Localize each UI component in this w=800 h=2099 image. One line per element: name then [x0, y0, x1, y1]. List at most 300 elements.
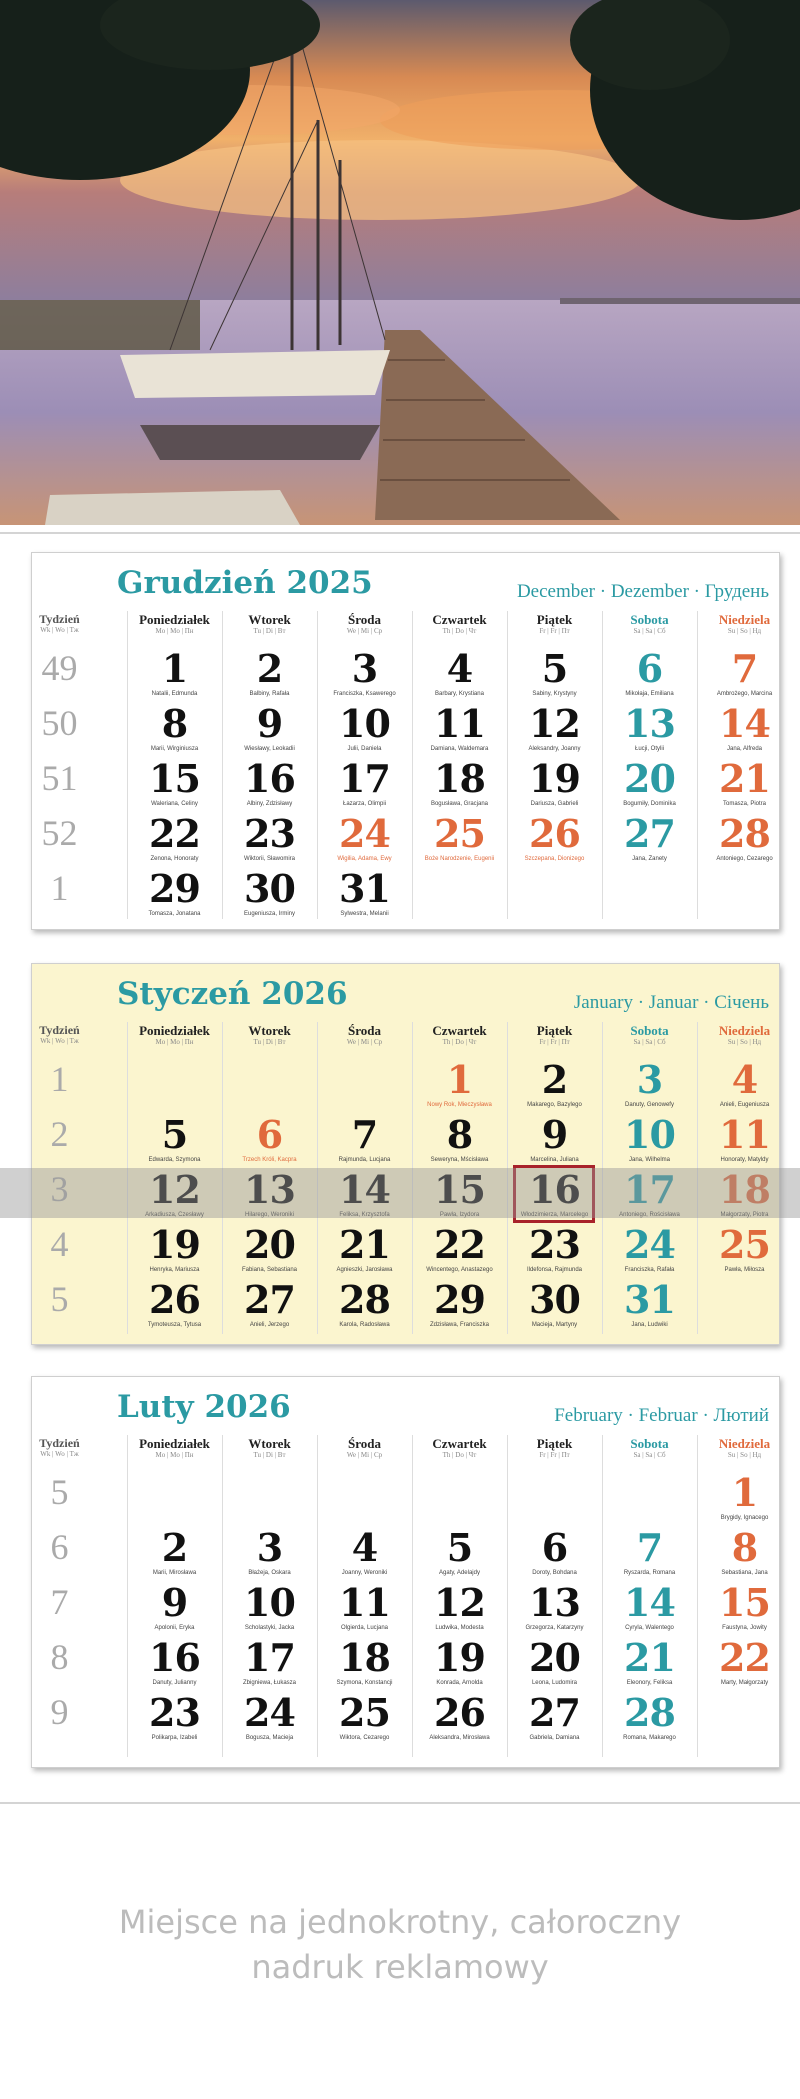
day-number: 15 [719, 1580, 770, 1625]
weekday-header [317, 613, 412, 636]
day-cell[interactable] [412, 758, 507, 808]
name-days: Pawła, Izydora [439, 1212, 480, 1218]
day-number: 20 [624, 756, 675, 801]
name-days: Feliksa, Krzysztofa [339, 1212, 390, 1218]
week-number: 6 [50, 1527, 69, 1567]
weekday-label: Wtorek [248, 1023, 291, 1038]
name-days: Hilarego, Weroniki [245, 1212, 294, 1218]
week-label: Tydzień [39, 1023, 80, 1037]
name-days: Antoniego, Rościsława [619, 1212, 680, 1218]
day-number: 10 [339, 701, 390, 746]
name-days: Ildefonsa, Rajmunda [526, 1267, 583, 1273]
day-cell[interactable] [317, 868, 412, 918]
day-cell[interactable] [697, 1114, 792, 1164]
name-days: Natalii, Edmunda [151, 691, 198, 697]
day-number: 8 [446, 1112, 473, 1157]
name-days: Zdzisława, Franciszka [429, 1322, 489, 1328]
day-cell[interactable] [507, 1527, 602, 1577]
weekday-label: Środa [348, 1023, 381, 1038]
day-cell[interactable] [602, 1114, 697, 1164]
weekday-sub-label: Th | Do | Чт [442, 1038, 477, 1046]
day-cell[interactable] [127, 1279, 222, 1329]
day-number: 3 [256, 1525, 283, 1570]
weekday-header [127, 1024, 222, 1047]
weekday-sub-label: We | Mi | Ср [346, 1451, 383, 1459]
day-cell[interactable] [127, 868, 222, 918]
name-days: Jana, Alfreda [726, 746, 763, 752]
day-number: 22 [434, 1222, 485, 1267]
name-days: Wigilia, Adama, Ewy [337, 856, 392, 862]
name-days: Marcelina, Juliana [530, 1157, 579, 1163]
day-cell[interactable] [507, 1059, 602, 1109]
day-cell[interactable] [412, 1527, 507, 1577]
day-number: 25 [719, 1222, 770, 1267]
day-number: 13 [244, 1167, 295, 1212]
name-days: Agnieszki, Jarosława [336, 1267, 393, 1273]
day-cell[interactable] [412, 1637, 507, 1687]
day-number: 12 [149, 1167, 200, 1212]
day-cell[interactable] [602, 1582, 697, 1632]
day-number: 1 [731, 1470, 758, 1515]
day-cell[interactable] [317, 1582, 412, 1632]
weekday-header [222, 1437, 317, 1460]
month-title: Luty 2026 [117, 1389, 291, 1425]
name-days: Bogusława, Gracjana [430, 801, 489, 807]
day-cell[interactable] [222, 813, 317, 863]
day-number: 4 [731, 1057, 758, 1102]
weekday-sub-label: Su | So | Нд [727, 1038, 762, 1046]
name-days: Polikarpa, Izabeli [151, 1735, 198, 1741]
name-days: Ludwika, Modesta [435, 1625, 484, 1631]
weekday-header [412, 613, 507, 636]
day-number: 7 [351, 1112, 378, 1157]
day-cell[interactable] [697, 703, 792, 753]
day-number: 16 [244, 756, 295, 801]
day-number: 17 [624, 1167, 675, 1212]
day-cell[interactable] [412, 1224, 507, 1274]
week-number: 2 [50, 1114, 69, 1154]
weekday-label: Sobota [630, 1023, 669, 1038]
day-number: 23 [244, 811, 295, 856]
day-number: 17 [339, 756, 390, 801]
weekday-header [412, 1437, 507, 1460]
day-cell[interactable] [697, 758, 792, 808]
name-days: Sylwestra, Melanii [340, 911, 389, 917]
name-days: Eugeniusza, Irminy [243, 911, 296, 917]
day-number: 24 [244, 1690, 295, 1735]
week-number: 8 [50, 1637, 69, 1677]
day-cell[interactable] [697, 1582, 792, 1632]
name-days: Pawła, Miłosza [724, 1267, 765, 1273]
day-number: 14 [719, 701, 770, 746]
day-cell[interactable] [127, 1582, 222, 1632]
day-number: 2 [256, 646, 283, 691]
name-days: Danuty, Genowefy [625, 1102, 674, 1108]
day-cell[interactable] [222, 1279, 317, 1329]
day-cell[interactable] [602, 703, 697, 753]
name-days: Macieja, Martyny [531, 1322, 578, 1328]
day-number: 26 [434, 1690, 485, 1735]
day-cell[interactable] [222, 1114, 317, 1164]
name-days: Wiktora, Cezarego [339, 1735, 390, 1741]
day-number: 3 [636, 1057, 663, 1102]
weekday-sub-label: Fr | Fr | Пт [539, 1038, 570, 1046]
name-days: Wiktorii, Sławomira [243, 856, 295, 862]
day-number: 26 [529, 811, 580, 856]
day-cell[interactable] [127, 703, 222, 753]
name-days: Brygidy, Ignacego [720, 1515, 769, 1521]
weekday-label: Niedziela [718, 1436, 771, 1451]
day-cell[interactable] [317, 1114, 412, 1164]
name-days: Rajmunda, Lucjana [338, 1157, 391, 1163]
day-cell[interactable] [412, 648, 507, 698]
day-cell[interactable] [127, 1224, 222, 1274]
ad-line-1: Miejsce na jednokrotny, całoroczny [118, 1903, 682, 1941]
day-cell[interactable] [317, 703, 412, 753]
day-cell[interactable] [222, 758, 317, 808]
weekday-sub-label: Su | So | Нд [727, 1451, 762, 1459]
weekday-sub-label: Sa | Sa | Сб [633, 627, 666, 635]
day-number: 13 [624, 701, 675, 746]
week-column-header [32, 1024, 87, 1046]
week-number: 3 [50, 1169, 69, 1209]
name-days: Boże Narodzenie, Eugenii [424, 856, 495, 862]
day-cell[interactable] [602, 1279, 697, 1329]
month-card [31, 1376, 780, 1768]
day-cell[interactable] [127, 648, 222, 698]
day-cell[interactable] [222, 1527, 317, 1577]
name-days: Wiesławy, Leokadii [244, 746, 295, 752]
name-days: Zbigniewa, Łukasza [242, 1680, 297, 1686]
day-cell[interactable] [602, 758, 697, 808]
day-number: 9 [161, 1580, 188, 1625]
day-number: 2 [161, 1525, 188, 1570]
week-number: 4 [50, 1224, 69, 1264]
name-days: Franciszka, Rafała [624, 1267, 675, 1273]
name-days: Franciszka, Ksawerego [333, 691, 396, 697]
weekday-header [602, 1437, 697, 1460]
name-days: Jana, Wilhelma [628, 1157, 670, 1163]
day-cell[interactable] [317, 813, 412, 863]
weekday-label: Sobota [630, 1436, 669, 1451]
day-number: 9 [541, 1112, 568, 1157]
name-days: Marii, Wirginiusza [150, 746, 199, 752]
day-number: 23 [149, 1690, 200, 1735]
day-number: 22 [719, 1635, 770, 1680]
weekday-header [507, 1437, 602, 1460]
weekday-sub-label: Tu | Di | Вт [253, 1038, 286, 1046]
day-cell[interactable] [602, 1224, 697, 1274]
day-cell[interactable] [507, 813, 602, 863]
name-days: Seweryna, Mścisława [430, 1157, 489, 1163]
weekday-sub-label: Sa | Sa | Сб [633, 1038, 666, 1046]
weekday-header [222, 1024, 317, 1047]
day-cell[interactable] [697, 1059, 792, 1109]
day-cell[interactable] [412, 1279, 507, 1329]
day-number: 5 [161, 1112, 188, 1157]
day-cell[interactable] [697, 1224, 792, 1274]
day-number: 12 [529, 701, 580, 746]
day-cell[interactable] [412, 703, 507, 753]
name-days: Makarego, Bazylego [527, 1102, 582, 1108]
day-number: 8 [161, 701, 188, 746]
week-number: 49 [41, 648, 78, 688]
day-number: 30 [529, 1277, 580, 1322]
name-days: Apolonii, Eryka [154, 1625, 195, 1631]
day-number: 26 [149, 1277, 200, 1322]
week-label: Tydzień [39, 612, 80, 626]
day-number: 28 [624, 1690, 675, 1735]
weekday-sub-label: Th | Do | Чт [442, 627, 477, 635]
day-number: 6 [541, 1525, 568, 1570]
name-days: Sebastiana, Jana [721, 1570, 768, 1576]
name-days: Anieli, Eugeniusza [719, 1102, 770, 1108]
day-number: 21 [719, 756, 770, 801]
day-cell[interactable] [222, 868, 317, 918]
day-cell[interactable] [412, 1692, 507, 1742]
day-cell[interactable] [507, 648, 602, 698]
weekday-label: Czwartek [432, 612, 487, 627]
day-cell[interactable] [697, 1637, 792, 1687]
day-cell[interactable] [602, 1637, 697, 1687]
day-cell[interactable] [317, 758, 412, 808]
day-number: 25 [434, 811, 485, 856]
day-number: 3 [351, 646, 378, 691]
name-days: Mikołaja, Emiliana [625, 691, 674, 697]
day-cell[interactable] [697, 813, 792, 863]
week-column-header [32, 1437, 87, 1459]
weekday-header [317, 1024, 412, 1047]
day-number: 1 [161, 646, 188, 691]
name-days: Arkadiusza, Czesławy [145, 1212, 204, 1218]
day-number: 4 [351, 1525, 378, 1570]
name-days: Łucji, Otylii [634, 746, 664, 752]
day-cell[interactable] [602, 813, 697, 863]
name-days: Honoraty, Matyldy [720, 1157, 769, 1163]
month-translations: December · Dezember · Грудень [516, 581, 769, 602]
day-cell[interactable] [317, 1224, 412, 1274]
day-cell[interactable] [697, 1527, 792, 1577]
name-days: Doroty, Bohdana [532, 1570, 577, 1576]
day-cell[interactable] [222, 1224, 317, 1274]
name-days: Aleksandry, Joanny [528, 746, 581, 752]
name-days: Bogumiły, Dominika [623, 801, 676, 807]
name-days: Fabiana, Sebastiana [241, 1267, 298, 1273]
day-cell[interactable] [697, 1472, 792, 1522]
weekday-label: Wtorek [248, 612, 291, 627]
weekday-header [602, 1024, 697, 1047]
weekday-header [507, 1024, 602, 1047]
day-number: 5 [541, 646, 568, 691]
header-photo [0, 0, 800, 525]
day-cell[interactable] [127, 758, 222, 808]
day-number: 24 [339, 811, 390, 856]
name-days: Leona, Ludomira [531, 1680, 578, 1686]
name-days: Damiana, Waldemara [430, 746, 489, 752]
name-days: Albiny, Zdzisławy [246, 801, 293, 807]
week-number: 1 [50, 868, 69, 908]
week-sub-label: Wk | Wo | Тж [40, 626, 79, 634]
name-days: Tymoteusza, Tytusa [147, 1322, 202, 1328]
day-cell[interactable] [602, 1527, 697, 1577]
name-days: Danuty, Julianny [152, 1680, 197, 1686]
name-days: Edwarda, Szymona [148, 1157, 201, 1163]
day-number: 11 [339, 1580, 390, 1625]
day-number: 28 [339, 1277, 390, 1322]
day-cell[interactable] [317, 648, 412, 698]
day-number: 11 [434, 701, 485, 746]
day-number: 25 [339, 1690, 390, 1735]
name-days: Marty, Małgorzaty [720, 1680, 769, 1686]
name-days: Cyryla, Walentego [625, 1625, 674, 1631]
weekday-header [317, 1437, 412, 1460]
name-days: Konrada, Arnolda [436, 1680, 483, 1686]
name-days: Trzech Króli, Kacpra [242, 1157, 297, 1163]
day-cell[interactable] [412, 1059, 507, 1109]
weekday-sub-label: We | Mi | Ср [346, 627, 383, 635]
day-cell[interactable] [602, 648, 697, 698]
weekday-sub-label: Su | So | Нд [727, 627, 762, 635]
day-cell[interactable] [507, 1692, 602, 1742]
day-number: 13 [529, 1580, 580, 1625]
name-days: Nowy Rok, Mieczysława [427, 1102, 492, 1108]
name-days: Waleriana, Celiny [151, 801, 198, 807]
week-sub-label: Wk | Wo | Тж [40, 1450, 79, 1458]
day-number: 10 [244, 1580, 295, 1625]
week-number: 7 [50, 1582, 69, 1622]
day-number: 20 [244, 1222, 295, 1267]
name-days: Julii, Daniela [347, 746, 382, 752]
day-cell[interactable] [317, 1692, 412, 1742]
day-number: 15 [149, 756, 200, 801]
day-number: 21 [339, 1222, 390, 1267]
name-days: Małgorzaty, Piotra [720, 1212, 769, 1218]
weekday-label: Piątek [536, 1023, 573, 1038]
name-days: Wincentego, Anastazego [426, 1267, 493, 1273]
weekday-header [697, 1024, 792, 1047]
name-days: Agaty, Adelajdy [439, 1570, 480, 1576]
name-days: Romana, Makarego [623, 1735, 676, 1741]
day-number: 18 [719, 1167, 770, 1212]
weekday-label: Czwartek [432, 1436, 487, 1451]
day-cell[interactable] [222, 1582, 317, 1632]
day-cell[interactable] [602, 1692, 697, 1742]
day-number: 21 [624, 1635, 675, 1680]
day-number: 23 [529, 1222, 580, 1267]
day-cell[interactable] [222, 648, 317, 698]
name-days: Jana, Ludwiki [631, 1322, 668, 1328]
name-days: Ambrożego, Marcina [716, 691, 773, 697]
week-column-header [32, 613, 87, 635]
day-cell[interactable] [602, 1059, 697, 1109]
name-days: Faustyna, Jowity [722, 1625, 767, 1631]
name-days: Barbary, Krystiana [435, 691, 484, 697]
day-cell[interactable] [127, 1692, 222, 1742]
name-days: Dariusza, Gabrieli [530, 801, 579, 807]
day-cell[interactable] [507, 1279, 602, 1329]
day-number: 20 [529, 1635, 580, 1680]
month-title: Grudzień 2025 [117, 565, 373, 601]
weekday-header [412, 1024, 507, 1047]
week-number: 5 [50, 1472, 69, 1512]
day-cell[interactable] [412, 813, 507, 863]
day-number: 6 [256, 1112, 283, 1157]
day-cell[interactable] [507, 1582, 602, 1632]
day-number: 14 [339, 1167, 390, 1212]
name-days: Jana, Żanety [632, 856, 667, 862]
week-number: 51 [41, 758, 78, 798]
day-cell[interactable] [317, 1637, 412, 1687]
day-cell[interactable] [127, 1637, 222, 1687]
day-number: 4 [446, 646, 473, 691]
current-week-slider-band[interactable] [0, 1168, 800, 1218]
month-translations: February · Februar · Лютий [554, 1405, 769, 1426]
day-cell[interactable] [507, 1114, 602, 1164]
day-number: 6 [636, 646, 663, 691]
day-number: 12 [434, 1580, 485, 1625]
weekday-label: Niedziela [718, 1023, 771, 1038]
week-number: 5 [50, 1279, 69, 1319]
day-cell[interactable] [222, 1692, 317, 1742]
day-cell[interactable] [317, 1279, 412, 1329]
day-number: 31 [624, 1277, 675, 1322]
day-cell[interactable] [127, 1114, 222, 1164]
weekday-label: Poniedziałek [139, 1436, 210, 1451]
name-days: Grzegorza, Katarzyny [525, 1625, 584, 1631]
advertising-placeholder [0, 1900, 800, 1990]
name-days: Łazarza, Olimpii [342, 801, 386, 807]
weekday-sub-label: Mo | Mo | Пн [155, 1038, 194, 1046]
day-cell[interactable] [127, 1527, 222, 1577]
day-cell[interactable] [507, 758, 602, 808]
day-cell[interactable] [507, 703, 602, 753]
name-days: Tomasza, Jonatana [148, 911, 201, 917]
weekday-sub-label: Mo | Mo | Пн [155, 627, 194, 635]
day-cell[interactable] [412, 1582, 507, 1632]
weekday-sub-label: We | Mi | Ср [346, 1038, 383, 1046]
weekday-header [697, 613, 792, 636]
day-number: 28 [719, 811, 770, 856]
day-number: 10 [624, 1112, 675, 1157]
day-cell[interactable] [412, 1114, 507, 1164]
day-number: 14 [624, 1580, 675, 1625]
name-days: Balbiny, Rafała [249, 691, 290, 697]
divider [0, 1802, 800, 1804]
name-days: Ryszarda, Romana [623, 1570, 676, 1576]
name-days: Szczepana, Dionizego [524, 856, 585, 862]
week-number: 1 [50, 1059, 69, 1099]
weekday-label: Poniedziałek [139, 612, 210, 627]
day-number: 7 [636, 1525, 663, 1570]
day-number: 16 [529, 1167, 580, 1212]
day-cell[interactable] [222, 1637, 317, 1687]
weekday-header [127, 613, 222, 636]
day-number: 19 [434, 1635, 485, 1680]
week-label: Tydzień [39, 1436, 80, 1450]
week-number: 52 [41, 813, 78, 853]
day-cell[interactable] [507, 1637, 602, 1687]
day-cell[interactable] [697, 648, 792, 698]
month-title: Styczeń 2026 [117, 976, 348, 1012]
day-cell[interactable] [507, 1224, 602, 1274]
day-number: 18 [339, 1635, 390, 1680]
day-cell[interactable] [222, 703, 317, 753]
weekday-sub-label: Sa | Sa | Сб [633, 1451, 666, 1459]
name-days: Zenona, Honoraty [150, 856, 199, 862]
day-cell[interactable] [317, 1527, 412, 1577]
day-cell[interactable] [127, 813, 222, 863]
day-number: 27 [244, 1277, 295, 1322]
